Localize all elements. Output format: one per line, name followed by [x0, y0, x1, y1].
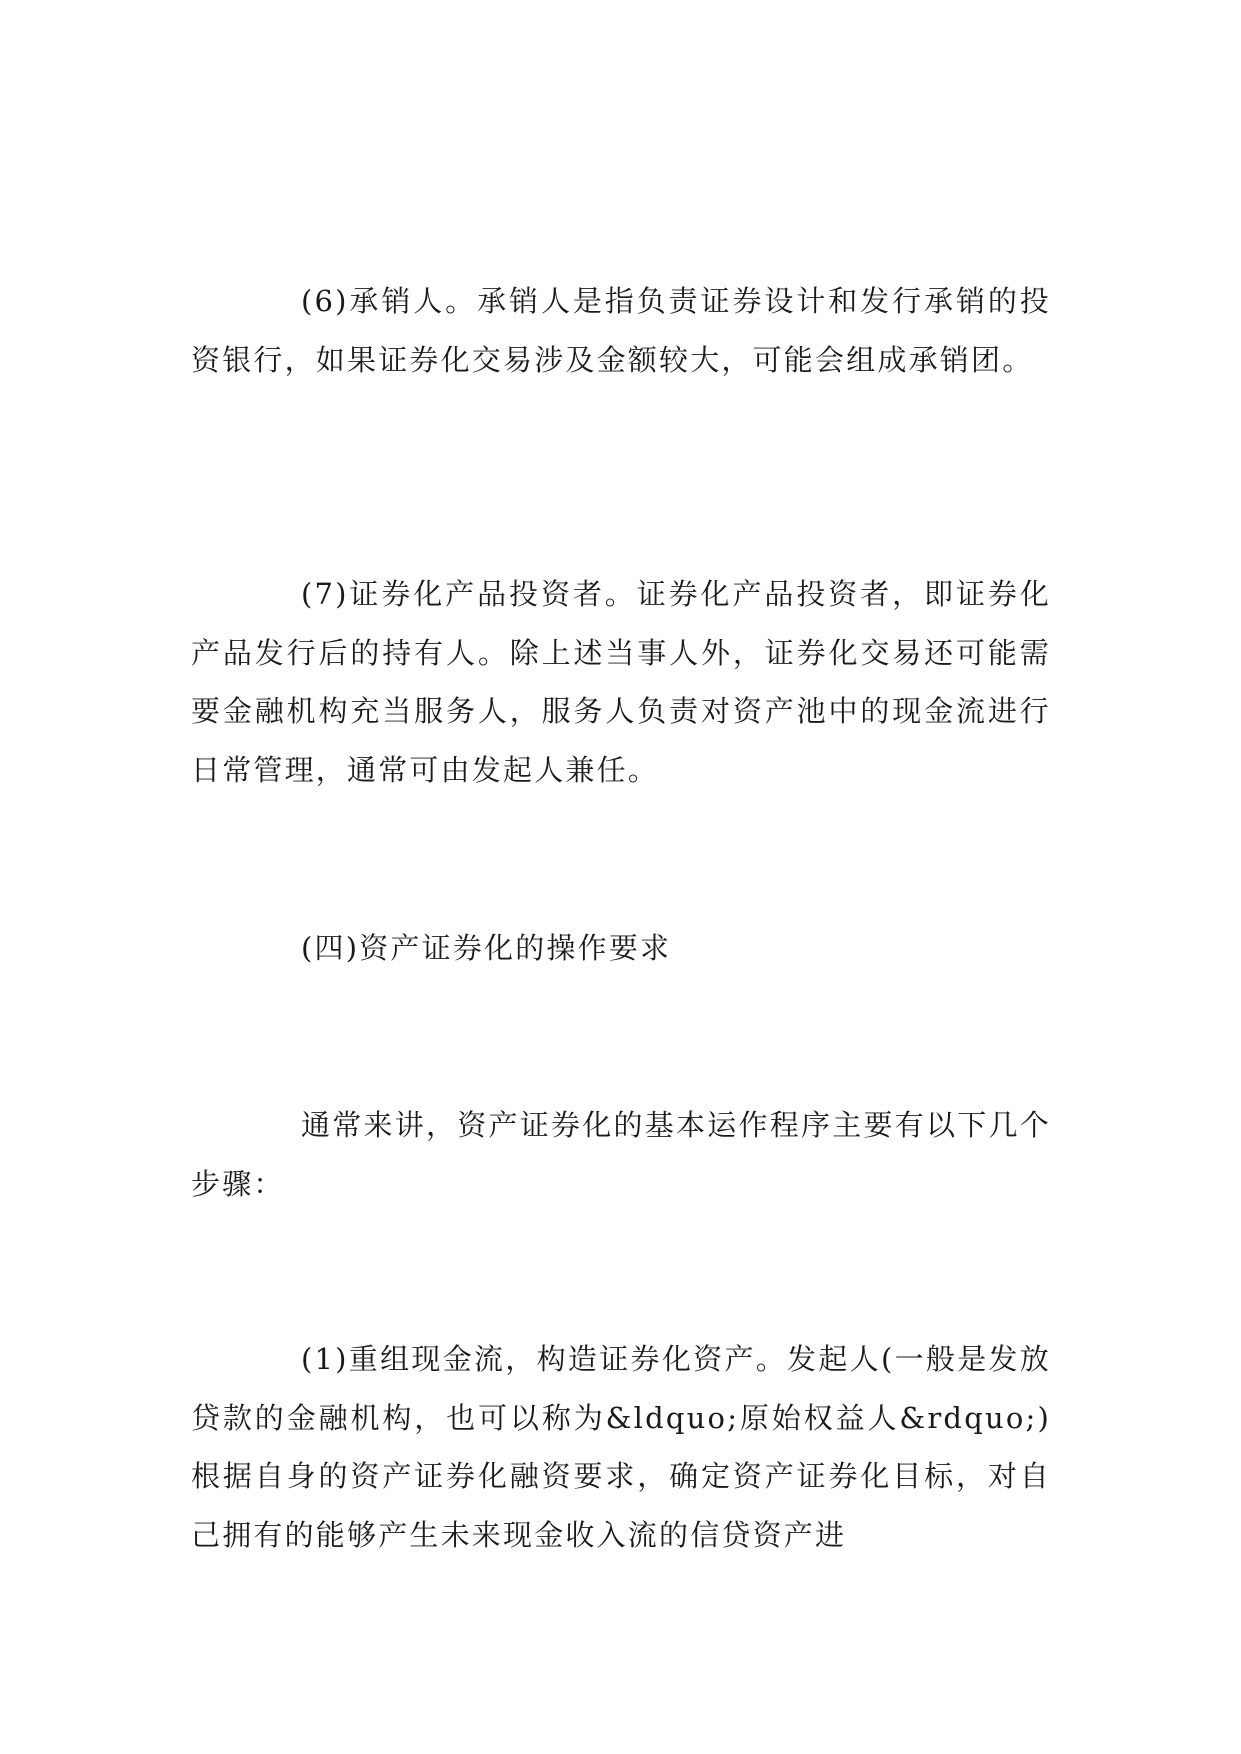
paragraph-underwriter: (6)承销人。承销人是指负责证券设计和发行承销的投资银行，如果证券化交易涉及金额较大，可能会组成承销团。 [191, 284, 1051, 377]
paragraph-intro-steps: 通常来讲，资产证券化的基本运作程序主要有以下几个步骤： [191, 1108, 1051, 1201]
paragraph-investors: (7)证券化产品投资者。证券化产品投资者，即证券化产品发行后的持有人。除上述当事人外，证券化交易还可能需要金融机构充当服务人，服务人负责对资产池中的现金流进行日常管理，通常可由发起人兼任。 [191, 577, 1051, 787]
section-heading: (四)资产证券化的操作要求 [301, 931, 672, 965]
paragraph-step-1: (1)重组现金流，构造证券化资产。发起人(一般是发放贷款的金融机构，也可以称为&ldquo;原始权益人&rdquo;)根据自身的资产证券化融资要求，确定资产证券化目标，对自己拥有的能够产生未来现金收入流的信贷资产进 [191, 1342, 1051, 1552]
